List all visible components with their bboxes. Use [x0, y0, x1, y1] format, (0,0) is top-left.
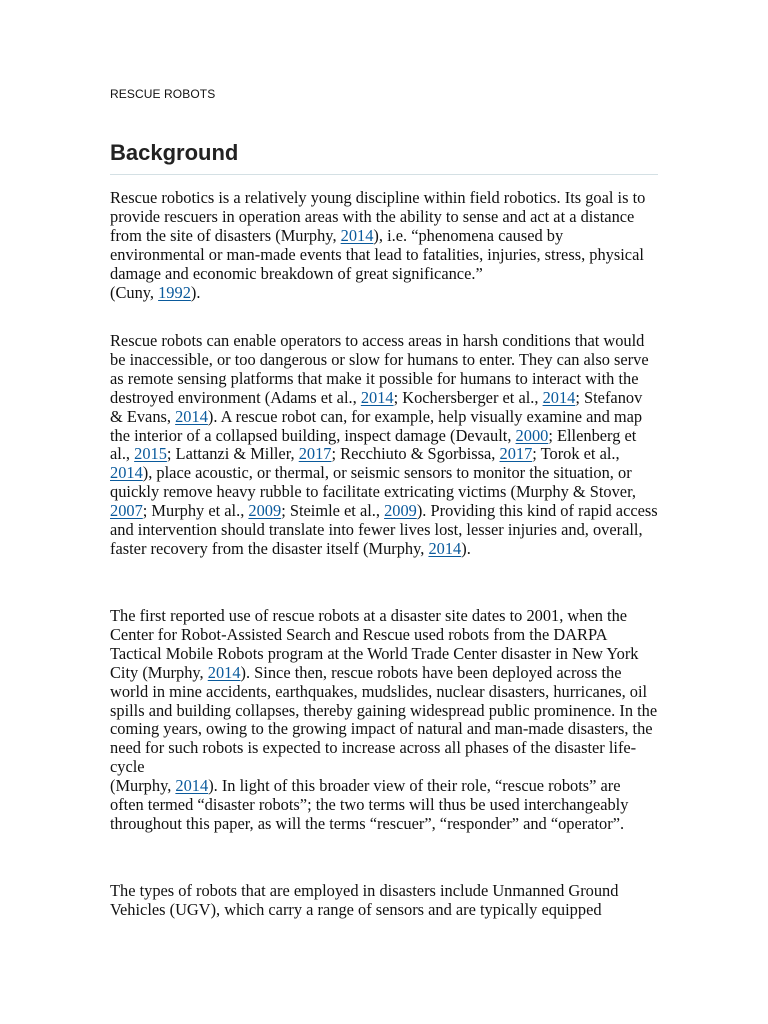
paragraph	[110, 332, 658, 559]
citation-year-link[interactable]: 2014	[360, 387, 394, 407]
citation-year-link[interactable]: 2017	[298, 444, 332, 464]
citation-year-link[interactable]: 2014	[428, 538, 462, 558]
citation-year-link[interactable]: 2014	[207, 662, 241, 682]
paragraph-clip	[110, 882, 658, 922]
paragraph-text: The first reported use of rescue robots at a disaster site dates to 2001, when the Center for Robot-Assisted Search and Rescue used robots from the DARPA Tactical Mobile Robots program at the World Trade Center disaster in New York City (Murphy,	[110, 606, 639, 682]
paragraph-text: ).	[190, 282, 201, 302]
paragraph-text: ).	[461, 538, 471, 558]
paragraph-text: ; Lattanzi & Miller,	[166, 444, 299, 464]
paragraph-text: ; Torok et al.,	[532, 444, 620, 464]
citation-year-link[interactable]: 2009	[248, 501, 282, 521]
citation-year-link[interactable]: 2015	[134, 444, 167, 464]
paragraph-text: ), place acoustic, or thermal, or seismic sensors to monitor the situation, or quickly remove heavy rubble to facilitate extricating victims (Murphy & Stover,	[110, 463, 636, 502]
citation-year-link[interactable]: 2017	[499, 444, 533, 464]
running-title: RESCUE ROBOTS	[110, 87, 216, 101]
citation-year-link[interactable]: 2014	[175, 406, 208, 426]
paragraph-text: ; Recchiuto & Sgorbissa,	[331, 444, 500, 464]
paragraph-text: ). In light of this broader view of their role, “rescue robots” are often termed “disaster robots”; the two terms will thus be used interchangeably throughout this paper, as will the terms “rescuer”, “responder” and “operator”.	[110, 776, 629, 833]
heading-divider	[110, 174, 658, 175]
paragraph-text: The types of robots that are employed in disasters include Unmanned Ground Vehicles (UGV), which carry a range of sensors and are typically equipped	[110, 882, 619, 919]
citation-year-link[interactable]: 1992	[158, 282, 191, 302]
paragraph-text: ), i.e. “phenomena caused by environmental or man-made events that lead to fatalities, injuries, stress, physical damage and economic breakdown of great significance.”	[110, 225, 644, 283]
paragraph-text: ; Kochersberger et al.,	[393, 387, 543, 407]
paragraph-text: ; Steimle et al.,	[281, 501, 385, 521]
citation-year-link[interactable]: 2014	[110, 463, 143, 483]
paragraph-text: Rescue robots can enable operators to access areas in harsh conditions that would be inaccessible, or too dangerous or slow for humans to enter. They can also serve as remote sensing platforms that make it possible for humans to interact with the destroyed environment (Adams et al.,	[110, 331, 649, 407]
citation-year-link[interactable]: 2014	[340, 225, 374, 245]
paragraph	[110, 882, 658, 920]
paragraph-text: ). Since then, rescue robots have been deployed across the world in mine accidents, earthquakes, mudslides, nuclear disasters, hurricanes, oil spills and building collapses, thereby gaining widespread public prominence. In the coming years, owing to the growing impact of natural and man-made disasters, the need for such robots is expected to increase across all phases of the disaster life-cycle	[110, 662, 658, 777]
paragraph-text: ). Providing this kind of rapid access and intervention should translate into fewer lives lost, lesser injuries and, overall, faster recovery from the disaster itself (Murphy,	[110, 501, 658, 558]
citation-year-link[interactable]: 2009	[384, 501, 417, 521]
paragraph-text: ; Ellenberg et al.,	[110, 425, 637, 464]
citation-year-link[interactable]: 2007	[110, 501, 143, 521]
citation-year-link[interactable]: 2014	[542, 387, 576, 407]
paragraph-text: ; Murphy et al.,	[142, 501, 249, 521]
paragraph	[110, 189, 658, 302]
citation-year-link[interactable]: 2000	[515, 425, 549, 445]
paragraph-text: ). A rescue robot can, for example, help visually examine and map the interior of a collapsed building, inspect damage (Devault,	[110, 406, 643, 445]
paragraph-text: (Murphy,	[110, 776, 176, 796]
citation-year-link[interactable]: 2014	[175, 776, 209, 796]
paragraph-text: (Cuny,	[110, 282, 159, 302]
paragraph	[110, 607, 658, 834]
paragraph-text: Rescue robotics is a relatively young discipline within field robotics. Its goal is to provide rescuers in operation areas with the ability to sense and act at a distance from the site of disasters (Murphy,	[110, 188, 646, 245]
paragraph-text: ; Stefanov & Evans,	[110, 387, 643, 426]
section-heading: Background	[110, 140, 239, 165]
